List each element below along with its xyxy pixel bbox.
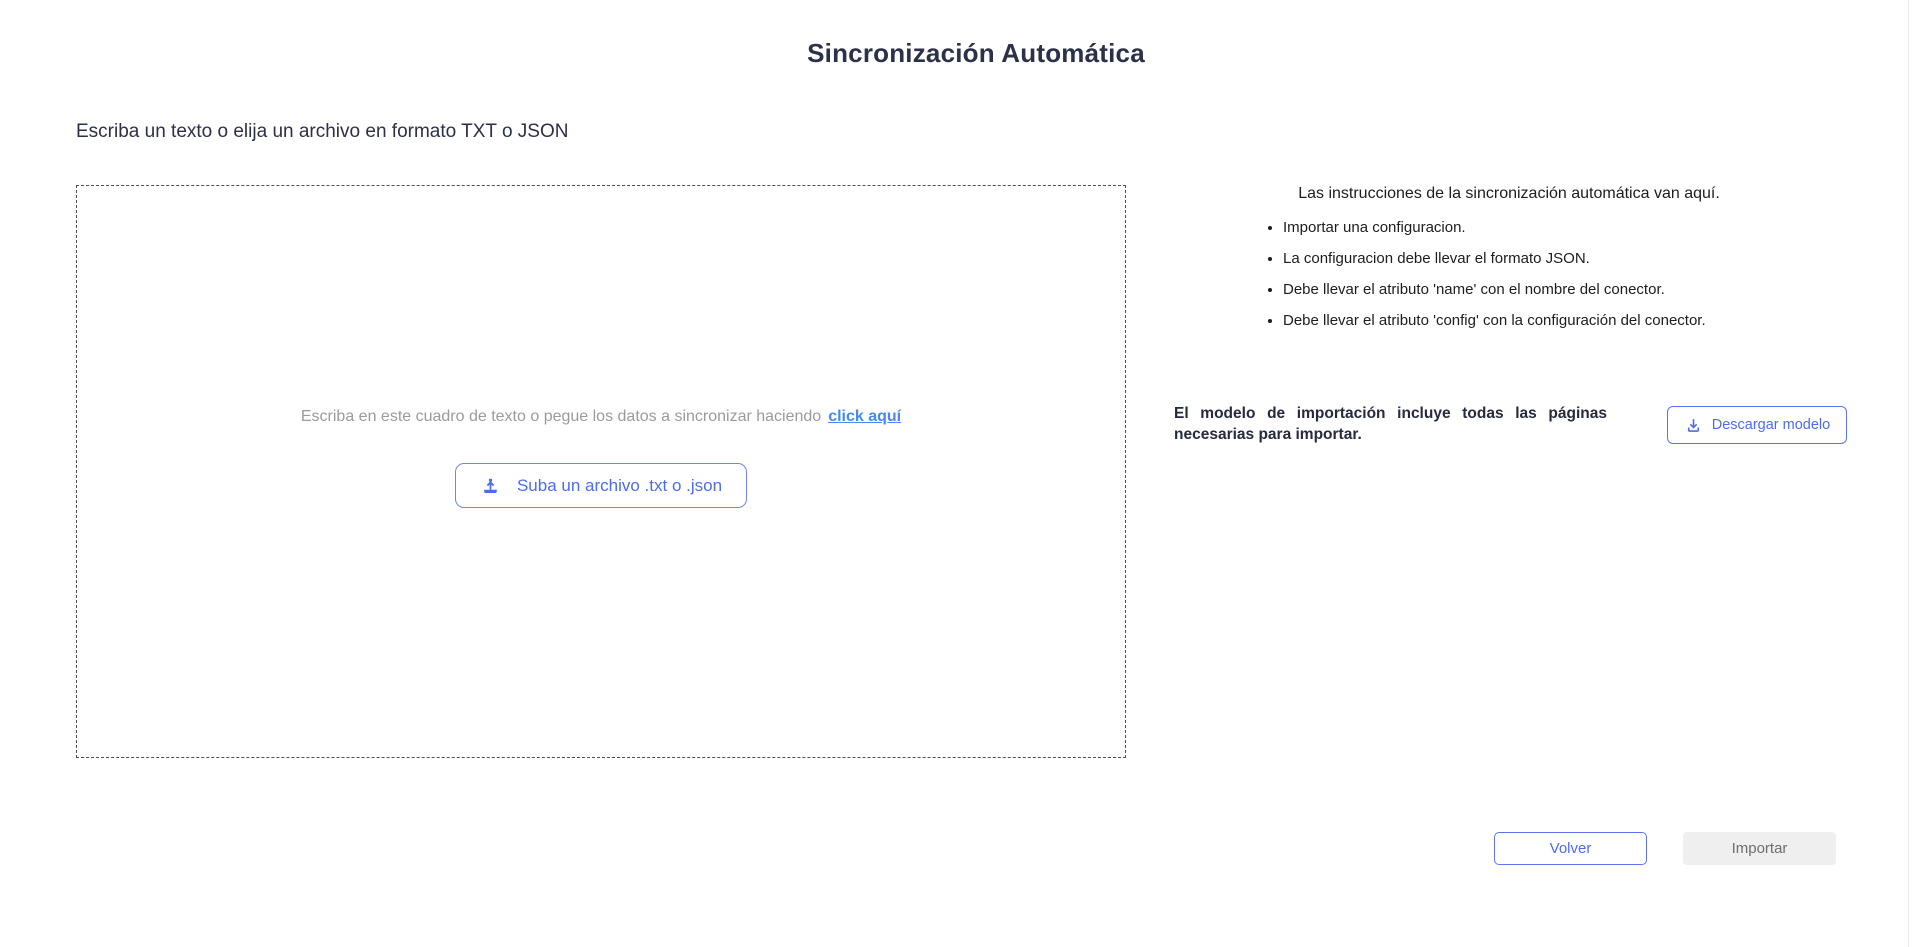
import-button[interactable]: Importar (1683, 832, 1836, 865)
download-model-button-label: Descargar modelo (1711, 417, 1831, 433)
model-description: El modelo de importación incluye todas las páginas necesarias para importar. (1174, 405, 1607, 443)
instruction-item: • Importar una configuracion. (1283, 219, 1755, 237)
page-subtitle: Escriba un texto o elija un archivo en formato TXT o JSON (76, 121, 569, 142)
dropzone-prompt-text: Escriba en este cuadro de texto o pegue los datos a sincronizar haciendo (300, 408, 822, 425)
instructions-list (1263, 219, 1755, 330)
back-button[interactable]: Volver (1494, 832, 1647, 865)
click-here-link[interactable]: click aquí (828, 408, 902, 425)
instruction-item: • Debe llevar el atributo 'config' con la configuración del conector. (1283, 312, 1755, 330)
instruction-item: • Debe llevar el atributo 'name' con el nombre del conector. (1283, 281, 1755, 299)
dropzone[interactable] (76, 185, 1126, 758)
dropzone-prompt (77, 408, 1125, 426)
window-edge-line (1908, 0, 1909, 947)
upload-file-button[interactable] (455, 463, 747, 508)
upload-file-button-label: Suba un archivo .txt o .json (516, 475, 723, 495)
instructions-panel (1263, 185, 1755, 343)
download-model-button[interactable] (1667, 406, 1847, 444)
upload-icon (480, 475, 501, 496)
download-icon (1684, 416, 1703, 435)
instruction-item: • La configuracion debe llevar el formato JSON. (1283, 250, 1755, 268)
page-title: Sincronización Automática (807, 38, 1145, 68)
instructions-heading: Las instrucciones de la sincronización automática van aquí. (1298, 185, 1720, 202)
